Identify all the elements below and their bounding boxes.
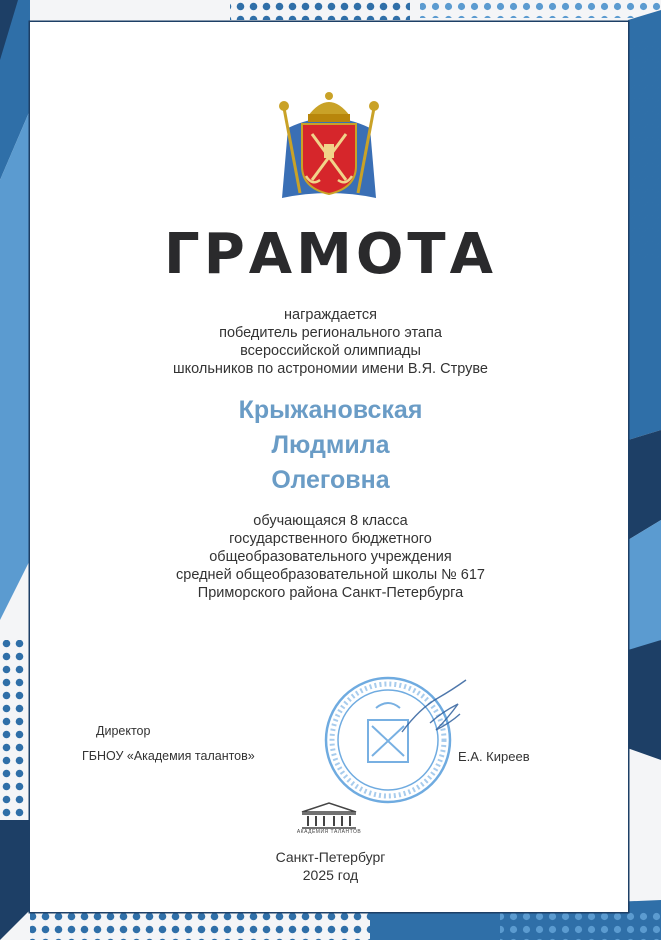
logo-caption: АКАДЕМИЯ ТАЛАНТОВ [296, 829, 362, 835]
student-line-1: обучающаяся 8 класса [253, 513, 408, 529]
recipient-first-name: Людмила [271, 431, 390, 459]
student-line-4: средней общеобразовательной школы № 617 [176, 567, 485, 583]
official-stamp-icon [320, 668, 470, 808]
certificate-title: ГРАМОТА [164, 222, 497, 287]
director-label: Директор [96, 724, 151, 738]
award-line-2: победитель регионального этапа [219, 325, 442, 341]
award-line-3: всероссийской олимпиады [240, 343, 421, 359]
student-line-5: Приморского района Санкт-Петербурга [197, 585, 464, 601]
year: 2025 год [302, 867, 359, 883]
city: Санкт-Петербург [275, 849, 386, 865]
student-line-2: государственного бюджетного [229, 531, 432, 547]
coat-of-arms-icon [270, 88, 388, 210]
award-line-1: награждается [284, 307, 377, 323]
award-line-4: школьников по астрономии имени В.Я. Струве [173, 361, 488, 377]
organization-name: ГБНОУ «Академия талантов» [82, 749, 255, 763]
recipient-patronymic: Олеговна [271, 466, 390, 494]
signer-name: Е.А. Киреев [458, 749, 530, 764]
recipient-surname: Крыжановская [238, 396, 423, 424]
student-line-3: общеобразовательного учреждения [209, 549, 452, 565]
